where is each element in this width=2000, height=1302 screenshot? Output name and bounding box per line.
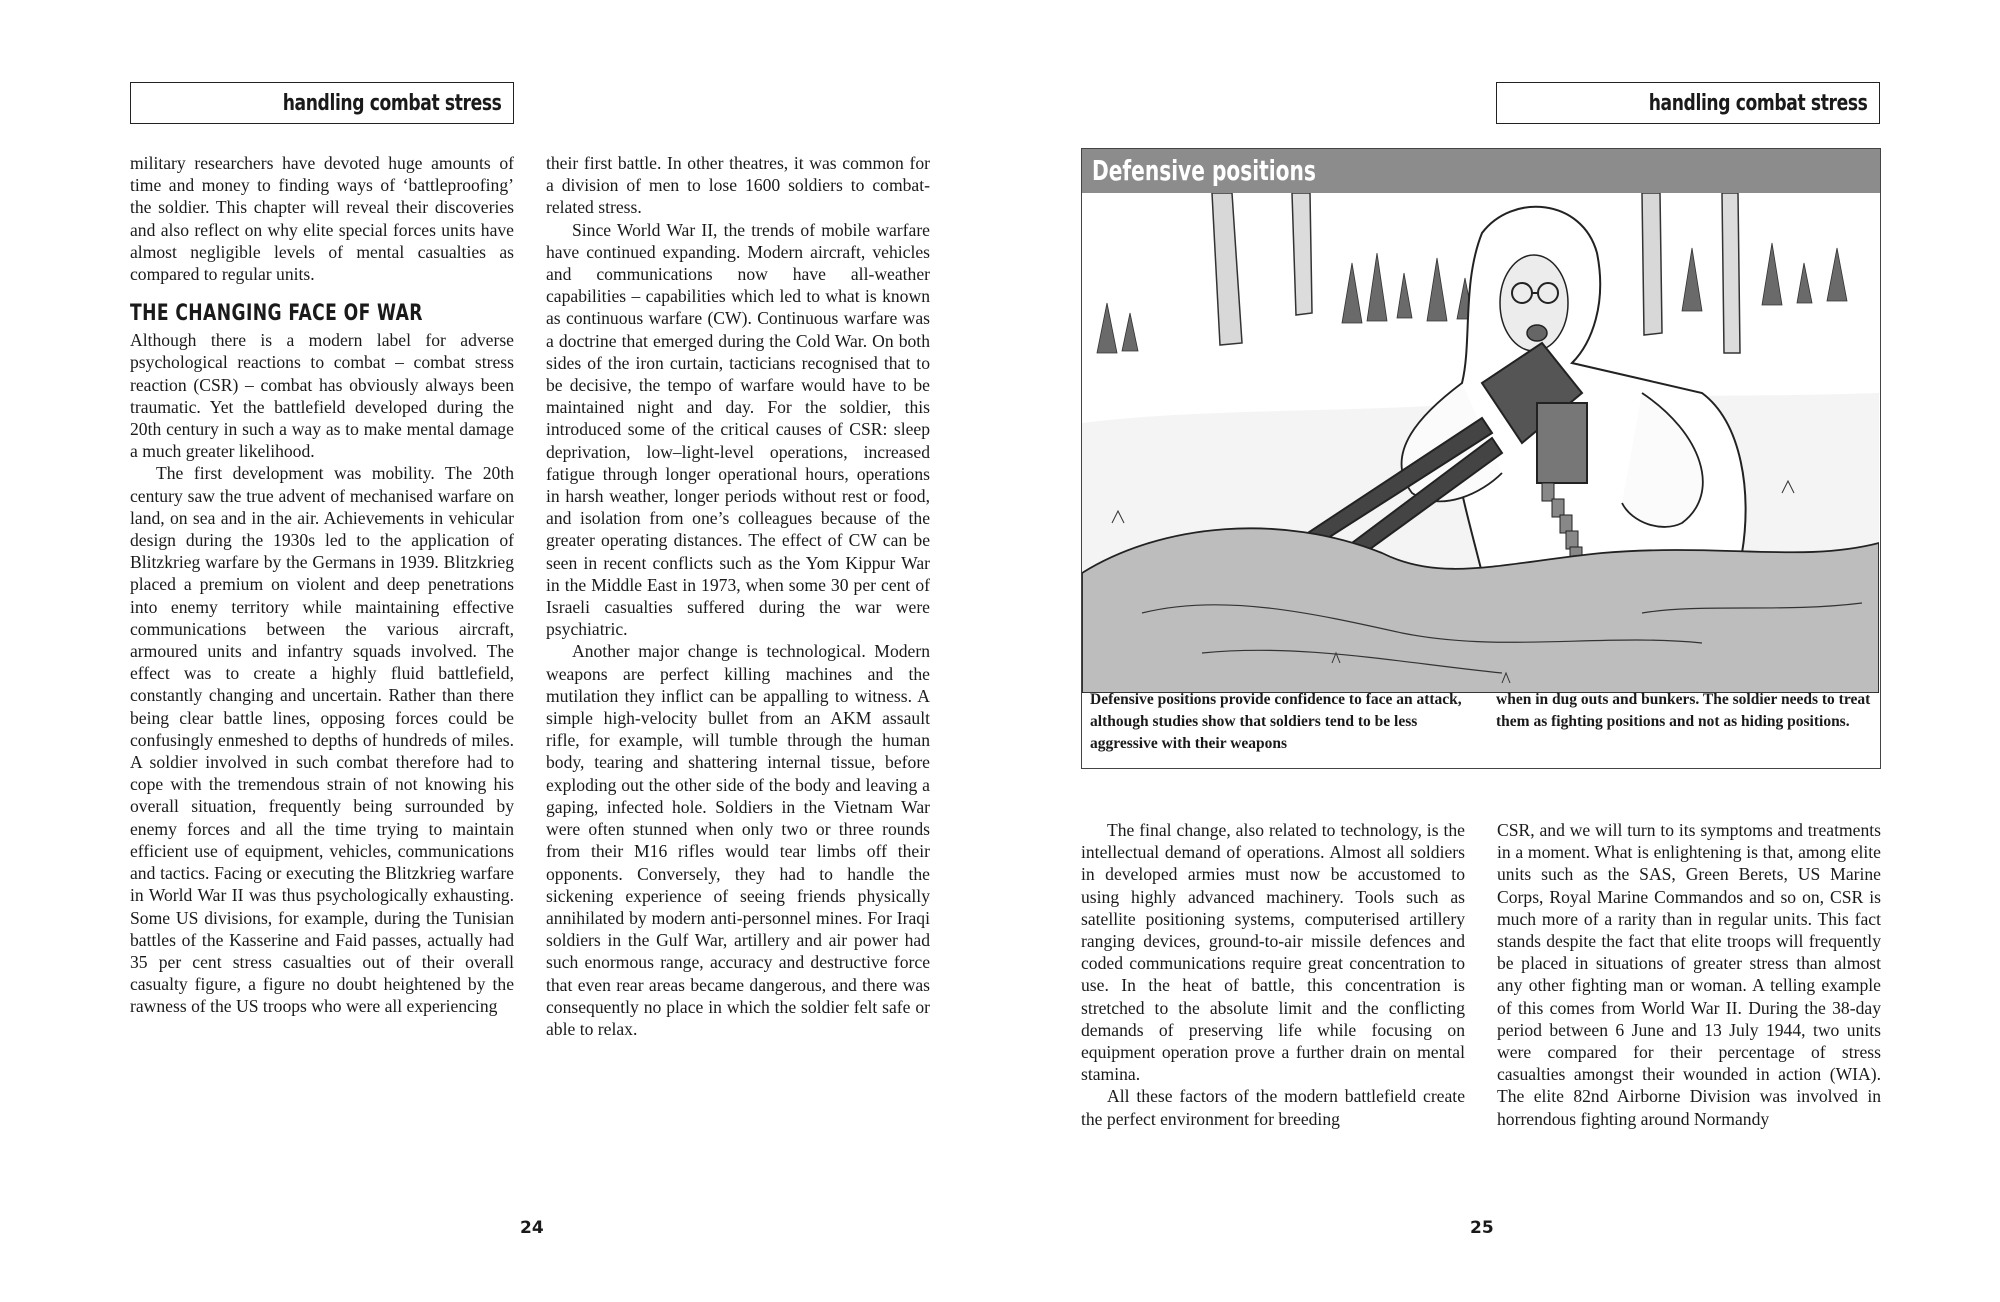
paragraph: The first development was mobility. The 20th century saw the true advent of mechanised warfare on land, on sea and in the air. Achievements in vehicular design during the 1930s led to the application of Blitzkrieg warfare by the Germans in 1939. Blitzkrieg placed a premium on violent and deep penetrations into enemy territory while maintaining effective communications between the various aircraft, armoured units and infantry squads involved. The effect was to create a highly fluid battlefield, constantly changing and uncertain. Rather than there being clear battle lines, opposing forces could be confusingly enmeshed to depths of hundreds of miles. A soldier involved in such combat therefore had to cope with the tremendous strain of not knowing his overall situation, frequently being surrounded by enemy forces and all the time trying to maintain efficient use of equipment, vehicles, communications and tactics. Facing or executing the Blitzkrieg warfare in World War II was thus psychologically exhausting. Some US divisions, for example, during the Tunisian battles of the Kasserine and Faid passes, actually had 35 per cent stress casualties out of their overall casualty figure, a figure no doubt heightened by the rawness of the US troops who were all experiencing — [130, 463, 514, 1017]
running-head: handling combat stress — [130, 82, 514, 124]
running-head: handling combat stress — [1496, 82, 1880, 124]
paragraph: their first battle. In other theatres, it was common for a division of men to lose 1600 soldiers to combat-related stress. — [546, 153, 930, 218]
text-column-2 — [546, 152, 930, 1040]
right-page — [1000, 0, 2000, 1302]
text-column-1 — [1081, 819, 1465, 1130]
figure-title: Defensive positions — [1082, 149, 1880, 193]
page-number: 24 — [520, 1218, 544, 1238]
paragraph: Although there is a modern label for adverse psychological reactions to combat – combat stress reaction (CSR) – combat has obviously always been traumatic. Yet the battlefield developed during the 20th century in such a way as to make mental damage a much greater likelihood. — [130, 330, 514, 462]
paragraph: Since World War II, the trends of mobile warfare have continued expanding. Modern aircraft, vehicles and communications now have all-weather capabilities – capabilities which led to what is known as continuous warfare (CW). Continuous warfare was a doctrine that emerged during the Cold War. On both sides of the iron curtain, tacticians recognised that to be decisive, the tempo of warfare would have to be maintained night and day. For the soldier, this introduced some of the critical causes of CSR: sleep deprivation, low–light-level operations, increased fatigue through longer operational hours, operations in harsh weather, longer periods without rest or food, and isolation from one’s colleagues because of the greater operating distances. The effect of CW can be seen in recent conflicts such as the Yom Kippur War in the Middle East in 1973, when some 30 per cent of Israeli casualties suffered during the war were psychiatric. — [546, 219, 930, 640]
paragraph: All these factors of the modern battlefield create the perfect environment for breeding — [1081, 1086, 1465, 1129]
figure-caption-right: when in dug outs and bunkers. The soldier needs to treat them as fighting positions and not as hiding positions. — [1496, 691, 1871, 730]
figure-caption-left: Defensive positions provide confidence to face an attack, although studies show that soldiers tend to be less aggressive with their weapons — [1090, 691, 1462, 752]
page-number: 25 — [1470, 1218, 1494, 1238]
section-heading: THE CHANGING FACE OF WAR — [130, 301, 423, 327]
figure-box — [1081, 148, 1881, 769]
paragraph: Another major change is technological. Modern weapons are perfect killing machines and the mutilation they inflict can be appalling to witness. A simple high-velocity bullet from an AKM assault rifle, for example, will tumble through the human body, tearing and shattering internal tissue, before exploding out the other side of the body and leaving a gaping, infected hole. Soldiers in the Vietnam War were often stunned when only two or three rounds from their M16 rifles would tear limbs off their opponents. Conversely, they had to handle the sickening experience of seeing friends physically annihilated by modern anti-personnel mines. For Iraqi soldiers in the Gulf War, artillery and air power had such enormous range, accuracy and destructive force that even rear areas became dangerous, and there was consequently no place in which the soldier felt safe or able to relax. — [546, 641, 930, 1039]
soldier-machine-gun-illustration — [1082, 193, 1879, 693]
text-column-1 — [130, 152, 514, 1018]
text-column-2 — [1497, 819, 1881, 1130]
paragraph: military researchers have devoted huge amounts of time and money to finding ways of ‘battleproofing’ the soldier. This chapter will reveal their discoveries and also reflect on why elite special forces units have almost negligible levels of mental casualties as compared to regular units. — [130, 153, 514, 285]
paragraph: CSR, and we will turn to its symptoms and treatments in a moment. What is enlightening is that, among elite units such as the SAS, Green Berets, US Marine Corps, Royal Marine Commandos and so on, CSR is much more of a rarity than in regular units. This fact stands despite the fact that elite troops will frequently be placed in situations of greater stress than almost any other fighting man or woman. A telling example of this comes from World War II. During the 38-day period between 6 June and 13 July 1944, two units were compared for their percentage of stress casualties amongst their wounded in action (WIA). The elite 82nd Airborne Division was involved in horrendous fighting around Normandy — [1497, 820, 1881, 1129]
paragraph: The final change, also related to technology, is the intellectual demand of operations. Almost all soldiers in developed armies must now be accustomed to using highly advanced machinery. Tools such as satellite positioning systems, computerised artillery ranging devices, ground-to-air missile defences and coded communications require great concentration to use. In the heat of battle, this concentration is stretched to the absolute limit and the conflicting demands of preserving life while focusing on equipment operation prove a further drain on mental stamina. — [1081, 820, 1465, 1085]
